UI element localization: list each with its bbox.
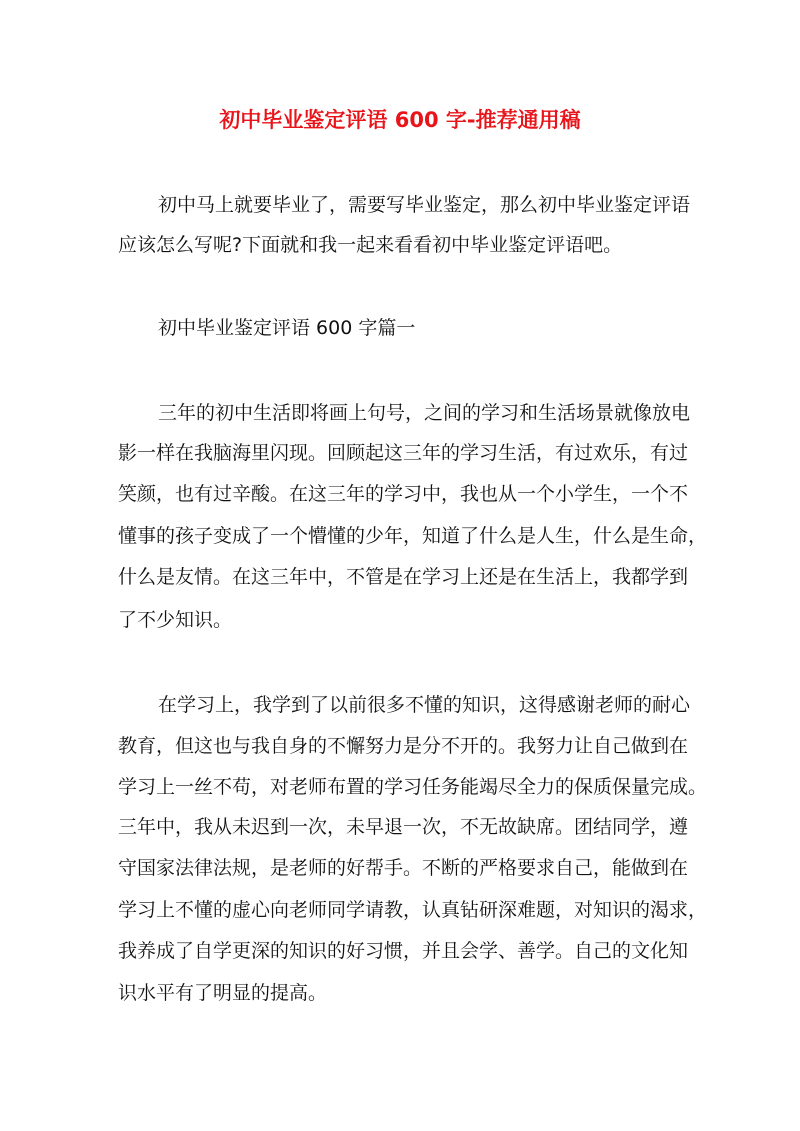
text-line: 初中马上就要毕业了，需要写毕业鉴定，那么初中毕业鉴定评语 <box>158 194 691 216</box>
text-line: 守国家法律法规，是老师的好帮手。不断的严格要求自己，能做到在 <box>118 857 689 879</box>
text-line: 了不少知识。 <box>118 609 233 631</box>
section-heading: 初中毕业鉴定评语 600 字篇一 <box>158 317 416 339</box>
text-line: 影一样在我脑海里闪现。回顾起这三年的学习生活，有过欢乐，有过 <box>118 442 689 464</box>
text-line: 三年的初中生活即将画上句号，之间的学习和生活场景就像放电 <box>158 402 691 424</box>
text-line: 在学习上，我学到了以前很多不懂的知识，这得感谢老师的耐心 <box>158 694 691 716</box>
text-line: 学习上一丝不苟，对老师布置的学习任务能竭尽全力的保质保量完成。 <box>118 776 708 798</box>
text-line: 我养成了自学更深的知识的好习惯，并且会学、善学。自己的文化知 <box>118 940 689 962</box>
text-line: 什么是友情。在这三年中，不管是在学习上还是在生活上，我都学到 <box>118 566 689 588</box>
document-title: 初中毕业鉴定评语 600 字-推荐通用稿 <box>219 108 581 132</box>
text-line: 教育，但这也与我自身的不懈努力是分不开的。我努力让自己做到在 <box>118 735 689 757</box>
text-line: 学习上不懂的虚心向老师同学请教，认真钻研深难题，对知识的渴求， <box>118 899 708 921</box>
text-line: 懂事的孩子变成了一个懵懂的少年，知道了什么是人生，什么是生命， <box>118 525 708 547</box>
text-line: 笑颜，也有过辛酸。在这三年的学习中，我也从一个小学生，一个不 <box>118 483 689 505</box>
text-line: 应该怎么写呢?下面就和我一起来看看初中毕业鉴定评语吧。 <box>118 234 623 256</box>
text-line: 识水平有了明显的提高。 <box>118 982 328 1004</box>
text-line: 三年中，我从未迟到一次，未早退一次，不无故缺席。团结同学，遵 <box>118 816 689 838</box>
